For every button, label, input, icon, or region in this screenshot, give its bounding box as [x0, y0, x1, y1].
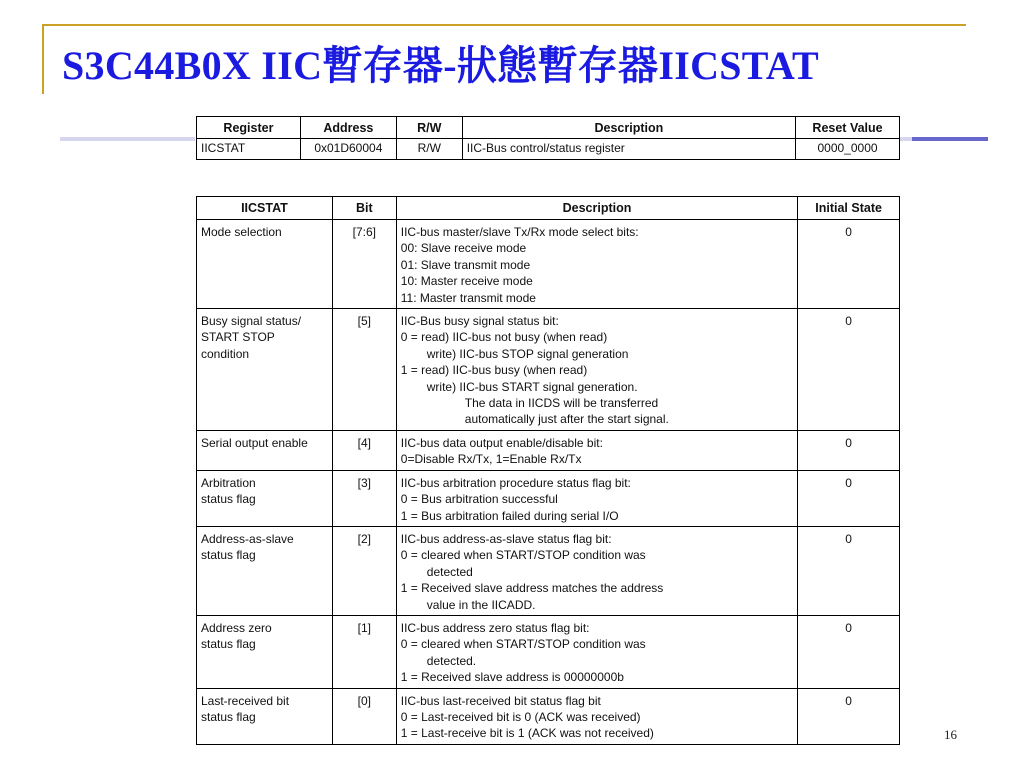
bit-range: [7:6] — [332, 220, 396, 309]
initial-state: 0 — [798, 470, 900, 526]
field-name: START STOP — [201, 330, 275, 345]
register-rw: R/W — [396, 139, 462, 160]
field-description-cell — [396, 688, 797, 744]
table-row — [197, 688, 900, 744]
description-line: 01: Slave transmit mode — [400, 257, 531, 272]
description-line: IIC-bus address-as-slave status flag bit: — [400, 531, 612, 546]
description-line: 0 = cleared when START/STOP condition was — [400, 637, 646, 652]
header-reset-value: Reset Value — [796, 117, 900, 139]
page-number: 16 — [944, 727, 957, 742]
description-line: IIC-Bus busy signal status bit: — [400, 314, 559, 329]
description-line: 0 = read) IIC-bus not busy (when read) — [400, 330, 608, 345]
initial-state: 0 — [798, 309, 900, 431]
header-field-description: Description — [396, 197, 797, 220]
table-row — [197, 309, 900, 431]
description-line: write) IIC-bus STOP signal generation — [426, 346, 629, 361]
register-table-header-row — [197, 117, 900, 139]
initial-state: 0 — [798, 526, 900, 615]
register-reset-value: 0000_0000 — [796, 139, 900, 160]
description-line: 10: Master receive mode — [400, 274, 533, 289]
divider-left — [60, 137, 195, 141]
header-register: Register — [197, 117, 301, 139]
field-description-cell — [396, 615, 797, 688]
description-line: IIC-bus arbitration procedure status flag bit: — [400, 475, 631, 490]
header-initial-state: Initial State — [798, 197, 900, 220]
field-name-cell — [197, 430, 333, 470]
bit-field-table — [196, 196, 900, 745]
register-summary-table — [196, 116, 900, 160]
description-line: 0 = Last-received bit is 0 (ACK was received) — [400, 709, 641, 724]
field-name: Address zero — [201, 620, 272, 635]
header-bit: Bit — [332, 197, 396, 220]
bit-range: [2] — [332, 526, 396, 615]
description-line: detected — [426, 564, 473, 579]
description-line: IIC-bus last-received bit status flag bit — [400, 693, 601, 708]
bit-range: [0] — [332, 688, 396, 744]
slide-title: S3C44B0X IIC暫存器-狀態暫存器IICSTAT — [62, 43, 820, 88]
field-name: status flag — [201, 492, 256, 507]
description-line: detected. — [426, 653, 477, 668]
register-name: IICSTAT — [197, 139, 301, 160]
table-row — [197, 470, 900, 526]
bit-range: [5] — [332, 309, 396, 431]
field-name-cell — [197, 688, 333, 744]
field-name: condition — [201, 346, 250, 361]
description-line: value in the IICADD. — [426, 597, 536, 612]
description-line: 1 = Received slave address matches the address — [400, 581, 664, 596]
register-table-row — [197, 139, 900, 160]
description-line: IIC-bus data output enable/disable bit: — [400, 435, 603, 450]
description-line: 0 = Bus arbitration successful — [400, 492, 558, 507]
header-description: Description — [462, 117, 795, 139]
header-rw: R/W — [396, 117, 462, 139]
field-description-cell — [396, 470, 797, 526]
table-row — [197, 526, 900, 615]
title-accent-top-line — [42, 24, 966, 26]
field-name: status flag — [201, 548, 256, 563]
field-description-cell — [396, 309, 797, 431]
description-line: 00: Slave receive mode — [400, 241, 527, 256]
description-line: IIC-bus address zero status flag bit: — [400, 620, 590, 635]
register-address: 0x01D60004 — [300, 139, 396, 160]
initial-state: 0 — [798, 688, 900, 744]
description-line: The data in IICDS will be transferred — [464, 396, 659, 411]
field-name-cell — [197, 615, 333, 688]
bit-table-header-row — [197, 197, 900, 220]
description-line: automatically just after the start signal. — [464, 412, 669, 427]
table-row — [197, 430, 900, 470]
field-name-cell — [197, 309, 333, 431]
bit-table-body — [197, 220, 900, 745]
header-address: Address — [300, 117, 396, 139]
description-line: IIC-bus master/slave Tx/Rx mode select bits: — [400, 225, 639, 239]
header-field-name: IICSTAT — [197, 197, 333, 220]
register-description: IIC-Bus control/status register — [462, 139, 795, 160]
field-name-cell — [197, 526, 333, 615]
field-name: Mode selection — [201, 225, 282, 239]
description-line: 1 = Last-receive bit is 1 (ACK was not received) — [400, 726, 654, 741]
field-name: Arbitration — [201, 475, 256, 490]
description-line: 0 = cleared when START/STOP condition was — [400, 548, 646, 563]
bit-range: [4] — [332, 430, 396, 470]
field-name: Last-received bit — [201, 693, 290, 708]
description-line: write) IIC-bus START signal generation. — [426, 379, 638, 394]
field-name: Busy signal status/ — [201, 314, 302, 329]
description-line: 1 = read) IIC-bus busy (when read) — [400, 363, 588, 378]
divider-right-light — [900, 137, 912, 141]
table-row — [197, 220, 900, 309]
initial-state: 0 — [798, 615, 900, 688]
title-accent-left-line — [42, 24, 44, 94]
field-name: Address-as-slave — [201, 531, 294, 546]
field-description-cell — [396, 526, 797, 615]
field-name-cell — [197, 470, 333, 526]
field-name-cell — [197, 220, 333, 309]
description-line: 11: Master transmit mode — [400, 290, 536, 305]
bit-range: [1] — [332, 615, 396, 688]
description-line: 0=Disable Rx/Tx, 1=Enable Rx/Tx — [400, 452, 582, 467]
table-row — [197, 615, 900, 688]
description-line: 1 = Bus arbitration failed during serial I/O — [400, 508, 619, 523]
initial-state: 0 — [798, 430, 900, 470]
field-description-cell — [396, 220, 797, 309]
field-name: status flag — [201, 709, 256, 724]
bit-range: [3] — [332, 470, 396, 526]
description-line: 1 = Received slave address is 00000000b — [400, 670, 624, 685]
divider-right — [912, 137, 988, 141]
initial-state: 0 — [798, 220, 900, 309]
field-name: status flag — [201, 637, 256, 652]
field-description-cell — [396, 430, 797, 470]
field-name: Serial output enable — [201, 435, 308, 450]
